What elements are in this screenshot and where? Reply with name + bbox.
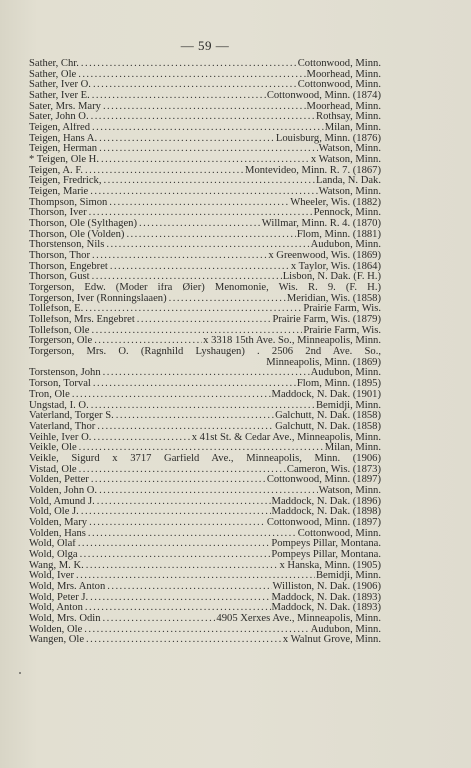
entry-place: x 3318 15th Ave. So., Minneapolis, Minn. [203,336,381,347]
directory-entry [29,102,381,113]
directory-entry [29,187,381,198]
directory-entry [29,91,381,102]
directory-entry [29,550,381,561]
entry-place: Lisbon, N. Dak. (F. H.) [282,272,381,283]
entry-place: x Greenwood, Wis. (1869) [268,251,381,262]
directory-entry [29,443,381,454]
entry-name: Sather, Ole [29,69,77,80]
entry-place: Willmar, Minn. R. 4. (1870) [261,219,381,230]
entry-name: Teigen, Alfred [29,123,91,134]
dot-leader [72,390,271,401]
dot-leader [86,561,279,572]
directory-entry [29,401,381,412]
dot-leader [79,443,324,454]
entry-name: Wold, Anton [29,603,83,614]
entry-place: Prairie Farm, Wis. [303,304,381,315]
entry-name: Teigen, Hans A. [29,133,98,144]
dot-leader [79,465,286,476]
entry-name: Volden, Mary [29,517,88,528]
entry-place: x Watson, Minn. [310,155,381,166]
entry-name: Sather, Iver E. [29,91,90,102]
dot-leader [94,336,202,347]
entry-name: Thorson, Ole (Volden) [29,229,125,240]
entry-place: Pompeys Pillar, Montana. [271,539,381,550]
dot-leader [91,112,315,123]
entry-name: Teigen, Fredrick, [29,176,102,187]
dot-leader [85,166,244,177]
dot-leader [103,368,310,379]
directory-entry [29,635,381,646]
dot-leader [97,497,271,508]
entry-name: Thorson, Thor [29,251,91,262]
entry-place: Milan, Minn. [324,443,381,454]
entry-name: Torson, Torval [29,379,91,390]
entry-name: Wold, Iver [29,571,75,582]
directory-entry [29,486,381,497]
directory-list [29,59,381,646]
entry-name: Wangen, Ole [29,635,85,646]
directory-entry [29,433,381,444]
dot-leader [103,614,216,625]
entry-name: Tron, Ole [29,389,70,400]
directory-entry [29,379,381,390]
directory-entry [29,518,381,529]
entry-name: Ungstad, I. O. [29,400,89,411]
directory-entry [29,336,381,347]
dot-leader [92,123,324,134]
dot-leader [85,603,271,614]
entry-continuation: Minneapolis, Minn. (1869) [266,357,381,368]
directory-entry [29,529,381,540]
entry-place: Maddock, N. Dak. (1896) [271,496,381,507]
dot-leader [93,80,297,91]
dot-leader [116,411,274,422]
directory-entry [29,465,381,476]
page-number: — 59 — [180,38,230,53]
dot-leader [93,379,296,390]
directory-entry [29,582,381,593]
entry-place: Watson, Minn. [318,187,381,198]
entry-place: Prairie Farm, Wis. [303,325,381,336]
entry-name: Sather, Chr. [29,59,79,69]
entry-name: Vaterland, Torger S. [29,411,114,422]
entry-place: x Taylor, Wis. (1864) [290,261,381,272]
entry-name: Wold, Olaf [29,539,76,550]
directory-entry [29,304,381,315]
entry-name: Thorson, Ole (Sylthagen) [29,219,137,230]
entry-name: Teigen, A. F. [29,165,84,176]
dot-leader [78,539,271,550]
entry-place: Louisburg, Minn. (1876) [275,133,381,144]
entry-name: * Teigen, Ole H. [29,155,99,166]
directory-entry [29,539,381,550]
entry-place: Maddock, N. Dak. (1893) [271,603,381,614]
dot-leader [99,134,275,145]
dot-leader [81,59,297,70]
entry-name: Volden, John O. [29,485,98,496]
directory-entry [29,358,381,369]
entry-place: Montevideo, Minn. R. 7. (1867) [245,165,381,176]
dot-leader [139,219,261,230]
entry-place: Rothsay, Minn. [316,112,381,123]
entry-place: Moorhead, Minn. [306,101,381,112]
entry-place: Maddock, N. Dak. (1898) [271,507,381,518]
entry-place: Watson, Minn. [318,144,381,155]
dot-leader [99,144,317,155]
directory-entry [29,262,381,273]
directory-entry [29,112,381,123]
directory-entry [29,272,381,283]
entry-name: Wolden, Ole [29,624,83,635]
directory-entry [29,561,381,572]
dot-leader [91,475,266,486]
entry-name: Teigen, Marie [29,187,89,198]
entry-place: Cottonwood, Minn. (1897) [266,517,381,528]
dot-leader [99,486,318,497]
dot-leader [137,315,272,326]
entry-name: Teigen, Herman [29,144,98,155]
entry-place: Prairie Farm, Wis. (1879) [272,315,381,326]
dot-leader [89,208,313,219]
entry-name: Thorson, Gust [29,272,90,283]
entry-place: Cottonwood, Minn. [297,80,381,91]
entry-name: Sather, Iver O. [29,80,91,91]
directory-entry [29,347,381,358]
entry-place: Pennock, Minn. [313,208,381,219]
entry-place: Watson, Minn. [318,485,381,496]
directory-entry [29,625,381,636]
directory-entry [29,155,381,166]
directory-entry [29,80,381,91]
entry-name: Thompson, Simon [29,197,108,208]
entry-place: Moorhead, Minn. [306,69,381,80]
entry-place: Audubon, Minn. [310,368,381,379]
dot-leader [169,294,286,305]
entry-name: Thorstenson, Nils [29,240,105,251]
entry-name: Tollefson, E. [29,304,84,315]
dot-leader [93,433,190,444]
entry-name: Wold, Peter J. [29,592,89,603]
entry-place: Bemidji, Minn. [315,571,381,582]
entry-place: Galchutt, N. Dak. (1858) [275,421,381,432]
dot-leader [126,230,295,241]
entry-name: Thorson, Iver [29,208,87,219]
entry-place: x 41st St. & Cedar Ave., Minneapolis, Minn. [191,432,381,443]
directory-entry [29,176,381,187]
entry-place: 4905 Xerxes Ave., Minneapolis, Minn. [216,613,381,624]
directory-entry [29,208,381,219]
entry-place: Cottonwood, Minn. (1897) [266,475,381,486]
entry-place: x Walnut Grove, Minn. [282,635,381,646]
entry-name: Thorson, Engebret [29,261,108,272]
entry-place: Cottonwood, Minn. [297,59,381,69]
entry-name: Vold, Amund J. [29,496,95,507]
dot-leader [91,401,315,412]
dot-leader [76,571,315,582]
entry-name: Tollefson, Ole [29,325,90,336]
dot-leader [90,187,317,198]
entry-place: Williston, N. Dak. (1906) [272,581,381,592]
entry-text: Torgerson, Mrs. O. (Ragnhild Lyshaugen) . 2506 2nd Ave. So., [29,347,381,358]
entry-place: Cottonwood, Minn. [297,528,381,539]
directory-entry [29,198,381,209]
entry-name: Sater, Mrs. Mary [29,101,101,112]
entry-name: Torgerson, Iver (Ronningslaaen) [29,293,167,304]
entry-place: Wheeler, Wis. (1882) [290,197,381,208]
entry-place: Galchutt, N. Dak. (1858) [275,411,381,422]
entry-name: Vold, Ole J. [29,507,79,518]
entry-place: Milan, Minn. [324,123,381,134]
directory-entry [29,123,381,134]
directory-entry [29,134,381,145]
directory-entry [29,251,381,262]
directory-entry [29,166,381,177]
dot-leader [81,507,271,518]
entry-text: Veikle, Sigurd x 3717 Garfield Ave., Minneapolis, Minn. (1906) [29,453,381,464]
entry-name: Torstenson, John [29,368,101,379]
directory-entry [29,70,381,81]
directory-entry [29,326,381,337]
dot-leader [110,262,290,273]
dot-leader [91,326,302,337]
entry-name: Torgerson, Ole [29,336,93,347]
directory-entry [29,390,381,401]
entry-name: Tollefson, Mrs. Engebret [29,315,135,326]
dot-leader [80,550,271,561]
directory-entry [29,315,381,326]
directory-entry [29,475,381,486]
dot-leader [92,251,267,262]
entry-place: Maddock, N. Dak. (1893) [271,592,381,603]
entry-name: Vaterland, Thor [29,421,96,432]
dot-leader [78,70,305,81]
dot-leader [107,582,271,593]
directory-entry [29,497,381,508]
dot-leader [92,91,266,102]
directory-entry [29,422,381,433]
directory-entry [29,294,381,305]
directory-entry [29,59,381,70]
directory-entry [29,240,381,251]
directory-entry [29,368,381,379]
entry-name: Volden, Petter [29,475,89,486]
dot-leader [106,240,309,251]
entry-place: Cottonwood, Minn. (1874) [266,91,381,102]
entry-place: Meridian, Wis. (1858) [286,293,381,304]
entry-name: Sater, John O. [29,112,89,123]
directory-entry [29,283,381,294]
directory-entry [29,230,381,241]
directory-entry [29,454,381,465]
dot-leader [86,635,282,646]
dot-leader [101,155,310,166]
entry-name: Wold, Olga [29,549,78,560]
entry-place: Maddock, N. Dak. (1901) [271,389,381,400]
entry-place: Cameron, Wis. (1873) [286,464,381,475]
entry-place: Flom, Minn. (1895) [296,379,381,390]
entry-place: Audubon, Minn. [310,624,381,635]
dot-leader [89,518,266,529]
entry-place: x Hanska, Minn. (1905) [279,560,381,571]
dot-leader [88,529,297,540]
dot-leader [85,304,302,315]
directory-entry [29,411,381,422]
directory-entry [29,571,381,582]
entry-place: Audubon, Minn. [310,240,381,251]
entry-name: Wold, Mrs. Anton [29,581,106,592]
ink-speck [19,672,21,674]
dot-leader [104,176,315,187]
entry-place: Pompeys Pillar, Montana. [271,549,381,560]
directory-entry [29,507,381,518]
directory-entry [29,144,381,155]
dot-leader [103,102,306,113]
dot-leader [84,625,309,636]
entry-name: Wang, M. K. [29,560,84,571]
entry-place: Bemidji, Minn. [315,400,381,411]
entry-place: Flom, Minn. (1881) [296,229,381,240]
entry-name: Wold, Mrs. Odin [29,613,101,624]
directory-entry [29,593,381,604]
entry-text: Torgerson, Edw. (Moder ifra Øier) Menomonie, Wis. R. 9. (F. H.) [29,283,381,294]
entry-name: Veihle, Iver O. [29,432,92,443]
entry-name: Vistad, Ole [29,464,77,475]
dot-leader [109,198,289,209]
dot-leader [92,272,282,283]
directory-entry [29,219,381,230]
directory-entry [29,614,381,625]
entry-name: Veikle, Ole [29,443,77,454]
directory-entry [29,603,381,614]
entry-name: Volden, Hans [29,528,86,539]
entry-place: Landa, N. Dak. [315,176,381,187]
dot-leader [97,422,274,433]
dot-leader [90,593,270,604]
